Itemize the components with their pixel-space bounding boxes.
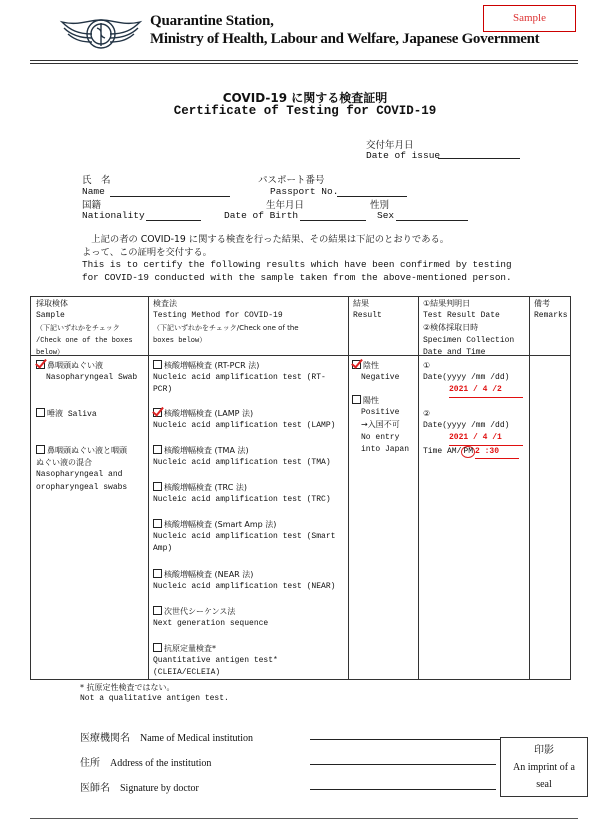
result-no-entry-en: No entry [361, 432, 400, 442]
seal-imprint-box[interactable] [500, 737, 588, 797]
date-header-result-en: Test Result Date [423, 311, 500, 321]
bottom-divider [30, 818, 578, 819]
method-option-rt-pcr[interactable] [153, 360, 347, 397]
checkbox[interactable] [352, 395, 361, 404]
header-divider [30, 60, 578, 61]
seal-label-ja: 印影 [534, 745, 554, 756]
checkbox[interactable] [153, 643, 162, 652]
method-header-note-end: boxes below） [153, 336, 207, 345]
checkbox-checked[interactable] [352, 360, 361, 369]
date-format-label: Date(yyyy /mm /dd) [423, 373, 510, 383]
sample-option-nasopharyngeal[interactable] [36, 360, 148, 384]
method-label-en2: PCR) [153, 385, 173, 395]
result-header-ja: 結果 [353, 299, 369, 308]
title-japanese: COVID-19 に関する検査証明 [222, 91, 388, 105]
nationality-label-en: Nationality [82, 210, 145, 221]
dob-label-en: Date of Birth [224, 210, 299, 221]
remarks-header-ja: 備考 [534, 299, 550, 308]
antigen-footnote [80, 682, 229, 704]
name-label-en: Name [82, 186, 105, 197]
name-field[interactable] [110, 185, 230, 197]
statement-en-line2: for COVID-19 conducted with the sample taken from the above-mentioned person. [82, 271, 512, 283]
pm-selected-circle[interactable]: PM [463, 446, 474, 456]
method-option-smart-amp[interactable] [153, 519, 347, 556]
method-label-en: Next generation sequence [153, 619, 269, 629]
dob-field[interactable] [300, 209, 366, 221]
marker-1: ① [423, 361, 431, 370]
sex-field[interactable] [396, 209, 468, 221]
result-negative-ja: 陰性 [363, 361, 379, 370]
remarks-header-en: Remarks [534, 311, 568, 321]
nationality-field[interactable] [146, 209, 201, 221]
method-column-header [153, 298, 345, 347]
method-option-near[interactable] [153, 569, 347, 593]
result-column-header [353, 298, 382, 322]
result-option-negative[interactable] [352, 360, 418, 384]
issue-date-label-en: Date of issue [366, 150, 441, 161]
method-label-en: Nucleic acid amplification test (Smart [153, 532, 336, 542]
marker-2: ② [423, 409, 431, 418]
method-label-en: Nucleic acid amplification test (LAMP) [153, 421, 336, 431]
method-option-tma[interactable] [153, 445, 347, 469]
sample-option-label-en: Nasopharyngeal and [36, 470, 123, 480]
seal-label-en2: seal [536, 779, 552, 790]
date-header-collection-en: Specimen Collection [423, 335, 515, 345]
doctor-signature-label: 医師名 Signature by doctor [80, 783, 199, 794]
remarks-column-header [534, 298, 568, 322]
method-label-en: Nucleic acid amplification test (TRC) [153, 495, 331, 505]
date-header-collection-en2: Date and Time [423, 347, 486, 357]
checkbox-checked[interactable] [36, 360, 45, 369]
sample-header-note-en: /Check one of the boxes [36, 336, 133, 345]
sample-option-label-en: Nasopharyngeal Swab [46, 373, 138, 383]
method-header-ja: 検査法 [153, 299, 177, 308]
result-option-positive[interactable] [352, 395, 418, 456]
checkbox[interactable] [153, 519, 162, 528]
result-negative-en: Negative [361, 373, 400, 383]
method-label-ja: 核酸増幅検査 (TRC 法) [164, 483, 247, 492]
test-results-table [30, 296, 571, 680]
dob-label-ja: 生年月日 [266, 200, 305, 211]
checkbox[interactable] [36, 445, 45, 454]
org-name-line2: Ministry of Health, Labour and Welfare, Japanese Government [150, 31, 540, 47]
result-positive-en: Positive [361, 408, 400, 418]
method-option-lamp[interactable] [153, 408, 347, 432]
footnote-en: Not a qualitative antigen test. [80, 694, 229, 703]
method-option-antigen[interactable] [153, 643, 347, 680]
sample-option-label-ja: 唾液 [47, 409, 63, 418]
sample-header-ja: 採取検体 [36, 299, 68, 308]
title-english: Certificate of Testing for COVID-19 [173, 104, 437, 118]
institution-label: 医療機関名 Name of Medical institution [80, 733, 254, 744]
doctor-signature-field[interactable] [310, 778, 496, 790]
checkbox[interactable] [153, 482, 162, 491]
method-label-ja: 次世代シーケンス法 [164, 607, 236, 616]
statement-ja-line2: よって、この証明を交付する。 [82, 246, 212, 258]
checkbox[interactable] [153, 445, 162, 454]
method-label-ja: 核酸増幅検査 (Smart Amp 法) [164, 520, 277, 529]
statement-en-line1: This is to certify the following results which have been confirmed by testing [82, 259, 512, 270]
quarantine-emblem-logo [58, 14, 144, 54]
sample-column-header [36, 298, 146, 359]
method-header-note: （下記いずれかをチェック/Check one of the [153, 324, 299, 333]
certification-statement [82, 234, 542, 284]
checkbox[interactable] [153, 360, 162, 369]
result-header-en: Result [353, 311, 382, 321]
checkbox[interactable] [153, 606, 162, 615]
method-label-en: Nucleic acid amplification test (NEAR) [153, 582, 336, 592]
method-header-en: Testing Method for COVID-19 [153, 311, 283, 321]
test-result-date-value[interactable]: 2021 / 4 /2 [449, 384, 523, 397]
method-label-en2: (CLEIA/ECLEIA) [153, 668, 221, 678]
checkbox[interactable] [153, 569, 162, 578]
checkbox[interactable] [36, 408, 45, 417]
sample-option-saliva[interactable] [36, 408, 148, 421]
time-label: Time AM/ [423, 446, 462, 456]
sample-option-label-en2: oropharyngeal swabs [36, 482, 128, 492]
address-label: 住所 Address of the institution [80, 758, 212, 769]
sample-header-note-end: below） [36, 348, 65, 357]
method-label-en: Quantitative antigen test* [153, 656, 278, 666]
sample-option-label-ja: 鼻咽頭ぬぐい液と咽頭 [47, 446, 127, 455]
passport-label-en: Passport No. [270, 186, 339, 197]
sample-header-en: Sample [36, 311, 65, 321]
method-label-en: Nucleic acid amplification test (TMA) [153, 458, 331, 468]
sample-option-label-ja2: ぬぐい液の混合 [36, 458, 92, 468]
seal-label-en: An imprint of a [513, 762, 575, 773]
institution-field[interactable] [310, 728, 500, 740]
result-positive-ja: 陽性 [363, 396, 379, 405]
method-label-en2: Amp) [153, 544, 173, 554]
result-no-entry-en2: into Japan [361, 444, 410, 454]
sample-option-label-ja: 鼻咽頭ぬぐい液 [47, 361, 103, 370]
sample-stamp: Sample [483, 5, 576, 32]
sample-option-mixed-swab[interactable] [36, 445, 148, 494]
test-result-date-block [423, 360, 529, 398]
method-label-ja: 抗原定量検査* [164, 644, 216, 653]
result-no-entry-ja: →入国不可 [361, 420, 400, 430]
date-header-result-ja: ①結果判明日 [423, 299, 471, 308]
method-label-ja: 核酸増幅検査 (RT-PCR 法) [164, 361, 260, 370]
method-label-en: Nucleic acid amplification test (RT- [153, 373, 326, 383]
issue-date-label-ja: 交付年月日 [366, 140, 414, 151]
collection-datetime-block [423, 408, 529, 459]
footnote-ja: * 抗原定性検査ではない。 [80, 683, 175, 692]
checkbox-checked[interactable] [153, 408, 162, 417]
sample-option-label-en: Saliva [67, 410, 97, 419]
passport-field[interactable] [337, 185, 407, 197]
sex-label-en: Sex [377, 210, 395, 221]
date-header-collection-ja: ②検体採取日時 [423, 323, 479, 333]
method-option-ngs[interactable] [153, 606, 347, 630]
date-format-label: Date(yyyy /mm /dd) [423, 421, 510, 431]
org-name-line1: Quarantine Station, [150, 13, 274, 29]
address-field[interactable] [310, 753, 496, 765]
method-label-ja: 核酸増幅検査 (NEAR 法) [164, 570, 254, 579]
collection-time-value[interactable]: 2 :30 [475, 446, 519, 459]
method-label-ja: 核酸増幅検査 (LAMP 法) [164, 409, 254, 418]
method-label-ja: 核酸増幅検査 (TMA 法) [164, 446, 249, 455]
statement-ja-line1: 上記の者の COVID-19 に関する検査を行った結果、その結果は下記のとおりである。 [82, 234, 450, 245]
collection-date-value[interactable]: 2021 / 4 /1 [449, 432, 523, 445]
name-label-ja: 氏 名 [82, 175, 111, 186]
nationality-label-ja: 国籍 [82, 200, 102, 211]
issue-date-field[interactable] [438, 147, 520, 159]
header-divider-thin [30, 63, 578, 64]
passport-label-ja: パスポート番号 [258, 175, 325, 186]
sex-label-ja: 性別 [370, 200, 390, 211]
sample-header-note: （下記いずれかをチェック [36, 324, 120, 333]
method-option-trc[interactable] [153, 482, 347, 506]
date-column-header [423, 298, 529, 359]
